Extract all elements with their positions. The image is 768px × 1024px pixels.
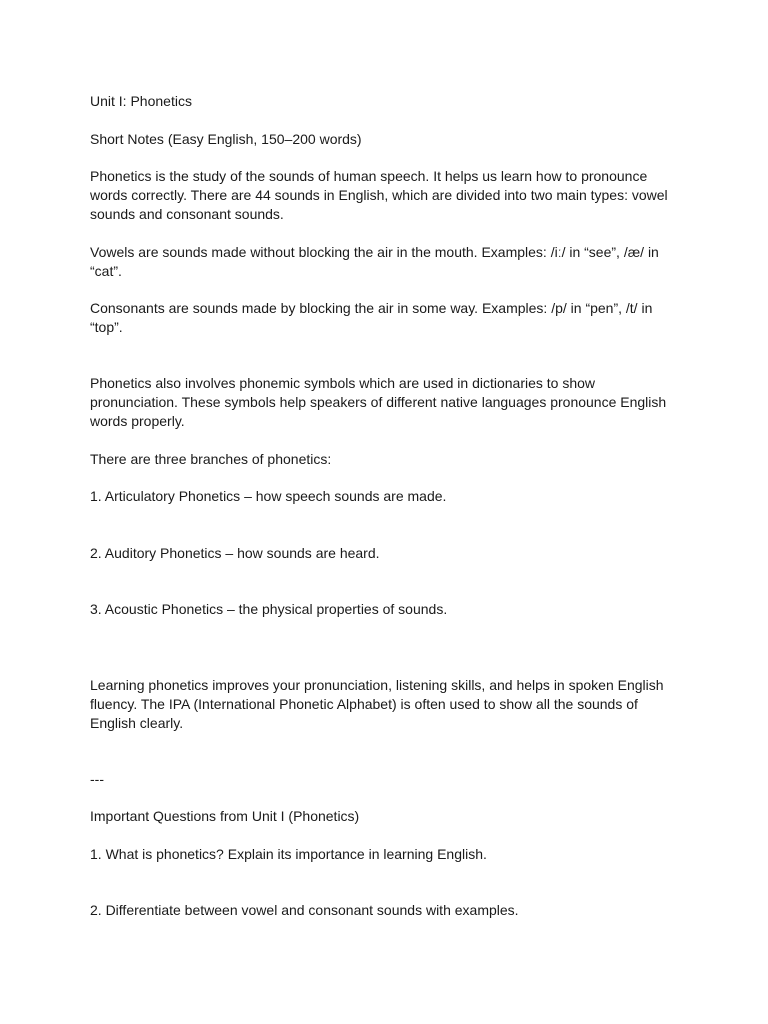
unit-title: Unit I: Phonetics (90, 93, 192, 109)
symbols-paragraph: Phonetics also involves phonemic symbols which are used in dictionaries to show pronunciation. These symbols help speakers of different native languages pronounce English words properly. (90, 375, 667, 429)
branch-item-articulatory: 1. Articulatory Phonetics – how speech sounds are made. (90, 488, 447, 504)
consonants-paragraph: Consonants are sounds made by blocking the air in some way. Examples: /p/ in “pen”, /t/ in “top”. (90, 300, 653, 335)
short-notes-heading: Short Notes (Easy English, 150–200 words) (90, 131, 362, 147)
learning-paragraph: Learning phonetics improves your pronunciation, listening skills, and helps in spoken English fluency. The IPA (International Phonetic Alphabet) is often used to show all the sounds of English clearly. (90, 677, 664, 731)
intro-paragraph: Phonetics is the study of the sounds of human speech. It helps us learn how to pronounce words correctly. There are 44 sounds in English, which are divided into two main types: vowel sounds and consonant sounds. (90, 168, 668, 222)
question-item-2: 2. Differentiate between vowel and consonant sounds with examples. (90, 902, 519, 918)
branch-item-acoustic: 3. Acoustic Phonetics – the physical properties of sounds. (90, 601, 448, 617)
branch-item-auditory: 2. Auditory Phonetics – how sounds are heard. (90, 545, 380, 561)
vowels-paragraph: Vowels are sounds made without blocking the air in the mouth. Examples: /iː/ in “see”, /æ/ in “cat”. (90, 244, 659, 279)
section-separator: --- (90, 771, 104, 787)
branches-intro: There are three branches of phonetics: (90, 451, 332, 467)
questions-heading: Important Questions from Unit I (Phonetics) (90, 808, 360, 824)
question-item-1: 1. What is phonetics? Explain its importance in learning English. (90, 846, 487, 862)
